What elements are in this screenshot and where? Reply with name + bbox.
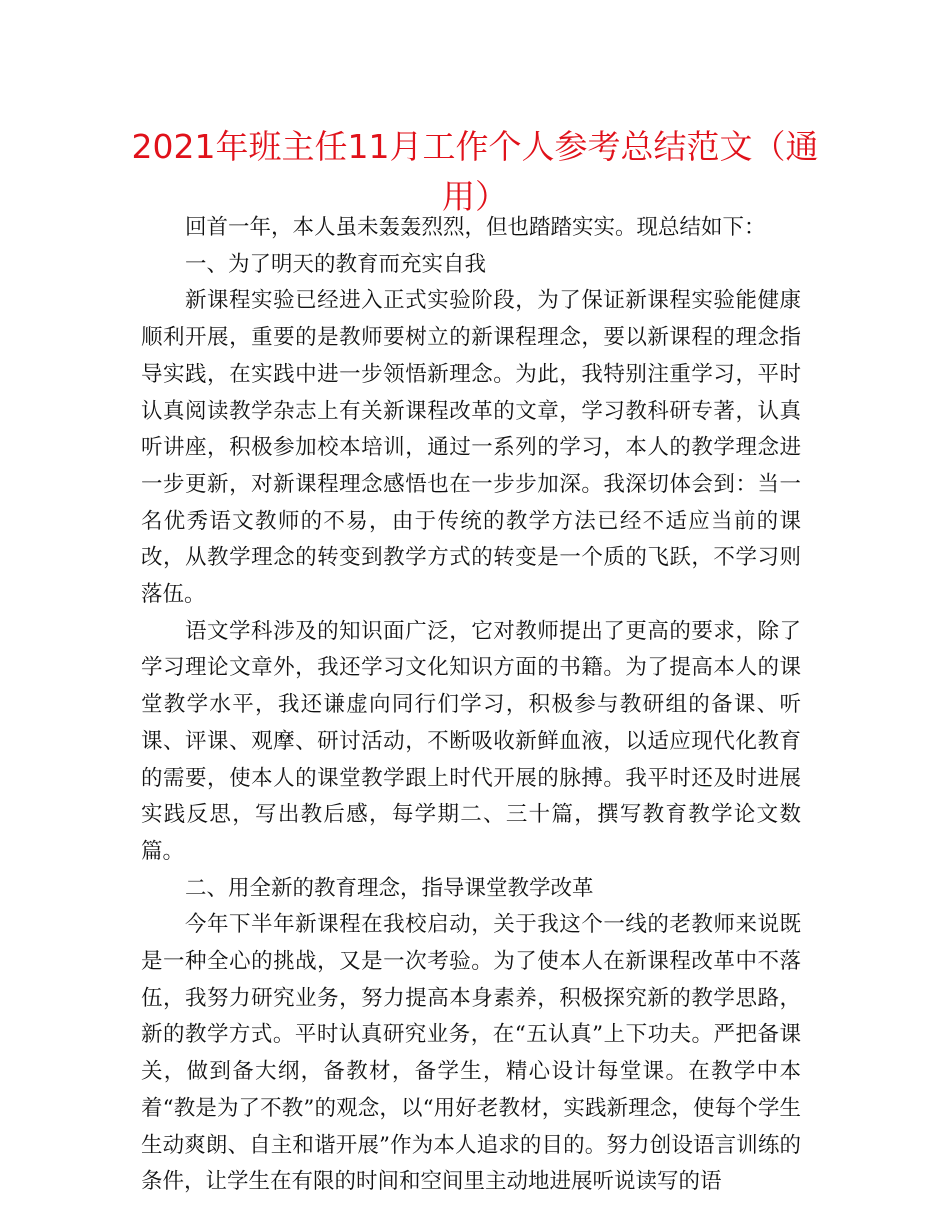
document-body xyxy=(141,210,801,1201)
section-heading-2: 二、用全新的教育理念，指导课堂教学改革 xyxy=(185,875,594,901)
section-heading-1: 一、为了明天的教育而充实自我 xyxy=(185,251,487,277)
paragraph: 语文学科涉及的知识面广泛，它对教师提出了更高的要求，除了学习理论文章外，我还学习文化知识方面的书籍。为了提高本人的课堂教学水平，我还谦虚向同行们学习，积极参与教研组的备课、听课、评课、观摩、研讨活动，不断吸收新鲜血液，以适应现代化教育的需要，使本人的课堂教学跟上时代开展的脉搏。我平时还及时进展实践反思，写出教后感，每学期二、三十篇，撰写教育教学论文数篇。 xyxy=(141,618,801,864)
paragraph: 新课程实验已经进入正式实验阶段，为了保证新课程实验能健康顺利开展，重要的是教师要树立的新课程理念，要以新课程的理念指导实践，在实践中进一步领悟新理念。为此，我特别注重学习，平时认真阅读教学杂志上有关新课程改革的文章，学习教科研专著，认真听讲座，积极参加校本培训，通过一系列的学习，本人的教学理念进一步更新，对新课程理念感悟也在一步步加深。我深切体会到：当一名优秀语文教师的不易，由于传统的教学方法已经不适应当前的课改，从教学理念的转变到教学方式的转变是一个质的飞跃，不学习则落伍。 xyxy=(141,288,801,608)
paragraph: 今年下半年新课程在我校启动，关于我这个一线的老教师来说既是一种全心的挑战，又是一次考验。为了使本人在新课程改革中不落伍，我努力研究业务，努力提高本身素养，积极探究新的教学思路，新的教学方式。平时认真研究业务，在“五认真”上下功夫。严把备课关，做到备大纲，备教材，备学生，精心设计每堂课。在教学中本着“教是为了不教”的观念，以“用好老教材，实践新理念，使每个学生生动爽朗、自主和谐开展”作为本人追求的目的。努力创设语言训练的条件，让学生在有限的时间和空间里主动地进展听说读写的语 xyxy=(141,912,801,1195)
document-title: 2021年班主任11月工作个人参考总结范文（通用） xyxy=(131,127,819,216)
paragraph-intro: 回首一年，本人虽未轰轰烈烈，但也踏踏实实。现总结如下： xyxy=(185,215,766,240)
